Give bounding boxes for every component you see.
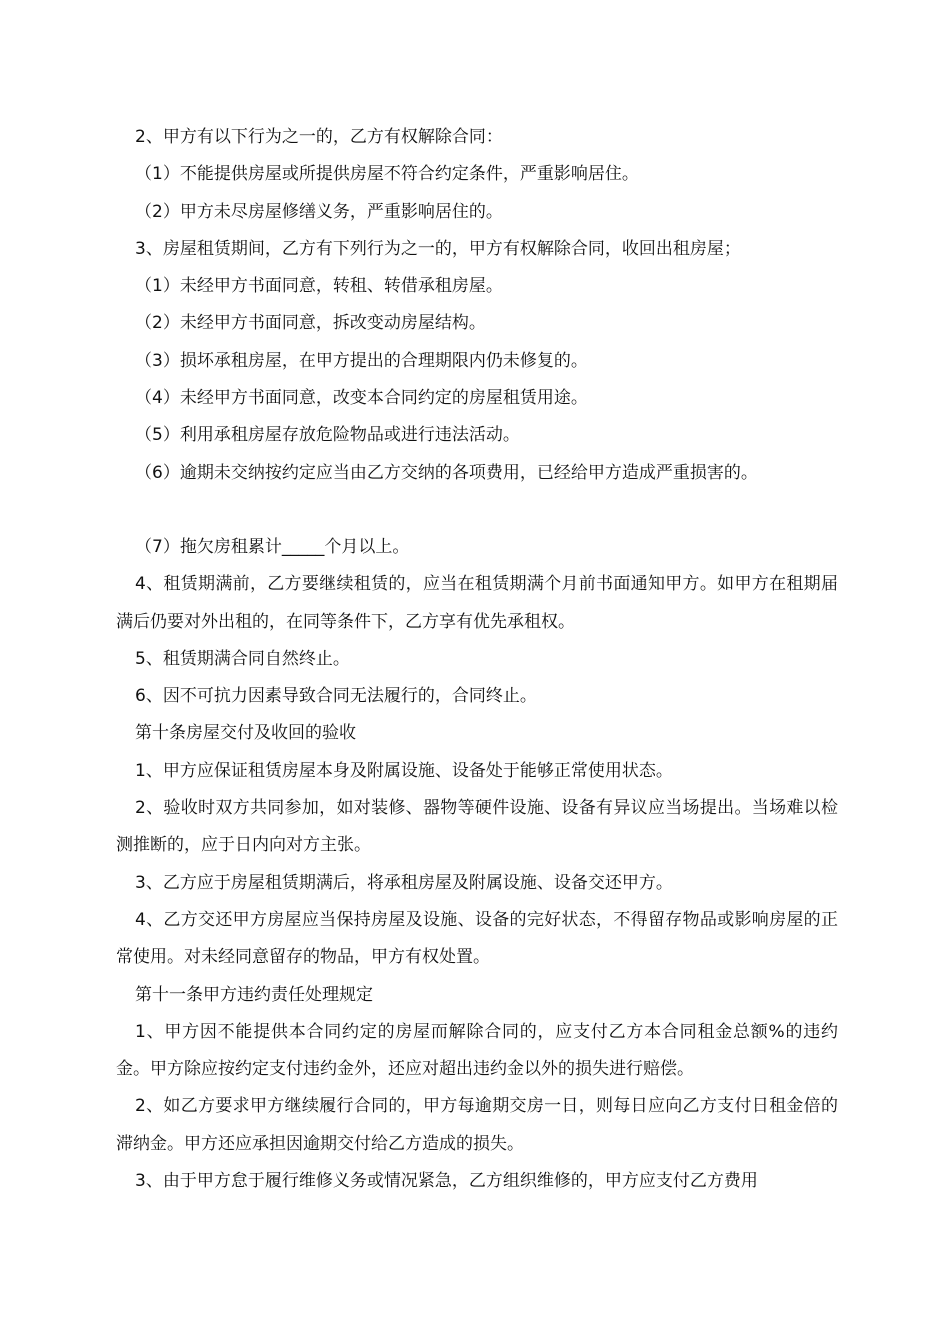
paragraph: 3、乙方应于房屋租赁期满后，将承租房屋及附属设施、设备交还甲方。 — [135, 872, 673, 893]
paragraph: 3、由于甲方怠于履行维修义务或情况紧急，乙方组织维修的，甲方应支付乙方费用 — [135, 1171, 758, 1192]
paragraph: （6）逾期未交纳按约定应当由乙方交纳的各项费用，已经给甲方造成严重损害的。 — [135, 462, 758, 483]
paragraph: 2、如乙方要求甲方继续履行合同的，甲方每逾期交房一日，则每日应向乙方支付日租金倍的滞纳金。甲方还应承担因逾期交付给乙方造成的损失。 — [116, 1096, 838, 1154]
paragraph: 5、租赁期满合同自然终止。 — [135, 648, 350, 669]
paragraph: 4、租赁期满前，乙方要继续租赁的，应当在租赁期满个月前书面通知甲方。如甲方在租期届满后仍要对外出租的，在同等条件下，乙方享有优先承租权。 — [116, 574, 838, 632]
paragraph: （1）不能提供房屋或所提供房屋不符合约定条件，严重影响居住。 — [135, 164, 639, 185]
paragraph: 2、验收时双方共同参加，如对装修、器物等硬件设施、设备有异议应当场提出。当场难以检测推断的，应于日内向对方主张。 — [116, 798, 838, 856]
paragraph: 3、房屋租赁期间，乙方有下列行为之一的，甲方有权解除合同，收回出租房屋； — [135, 238, 741, 259]
blank-line — [116, 492, 838, 529]
paragraph: 2、甲方有以下行为之一的，乙方有权解除合同： — [135, 127, 503, 147]
paragraph: （1）未经甲方书面同意，转租、转借承租房屋。 — [135, 276, 503, 297]
section-heading: 第十一条甲方违约责任处理规定 — [135, 984, 373, 1005]
paragraph: （7）拖欠房租累计_____个月以上。 — [135, 536, 410, 557]
paragraph: （2）甲方未尽房屋修缮义务，严重影响居住的。 — [135, 201, 503, 222]
paragraph: （4）未经甲方书面同意，改变本合同约定的房屋租赁用途。 — [135, 388, 588, 409]
section-heading: 第十条房屋交付及收回的验收 — [135, 723, 356, 744]
paragraph: 6、因不可抗力因素导致合同无法履行的，合同终止。 — [135, 686, 537, 707]
paragraph: （5）利用承租房屋存放危险物品或进行违法活动。 — [135, 425, 520, 446]
paragraph: （2）未经甲方书面同意，拆改变动房屋结构。 — [135, 313, 486, 334]
paragraph: 1、甲方应保证租赁房屋本身及附属设施、设备处于能够正常使用状态。 — [135, 760, 673, 781]
paragraph: 1、甲方因不能提供本合同约定的房屋而解除合同的，应支付乙方本合同租金总额%的违约金。甲方除应按约定支付违约金外，还应对超出违约金以外的损失进行赔偿。 — [116, 1021, 838, 1080]
document-body — [116, 119, 838, 1200]
paragraph: （3）损坏承租房屋，在甲方提出的合理期限内仍未修复的。 — [135, 350, 588, 371]
paragraph: 4、乙方交还甲方房屋应当保持房屋及设施、设备的完好状态，不得留存物品或影响房屋的正常使用。对未经同意留存的物品，甲方有权处置。 — [116, 909, 838, 968]
